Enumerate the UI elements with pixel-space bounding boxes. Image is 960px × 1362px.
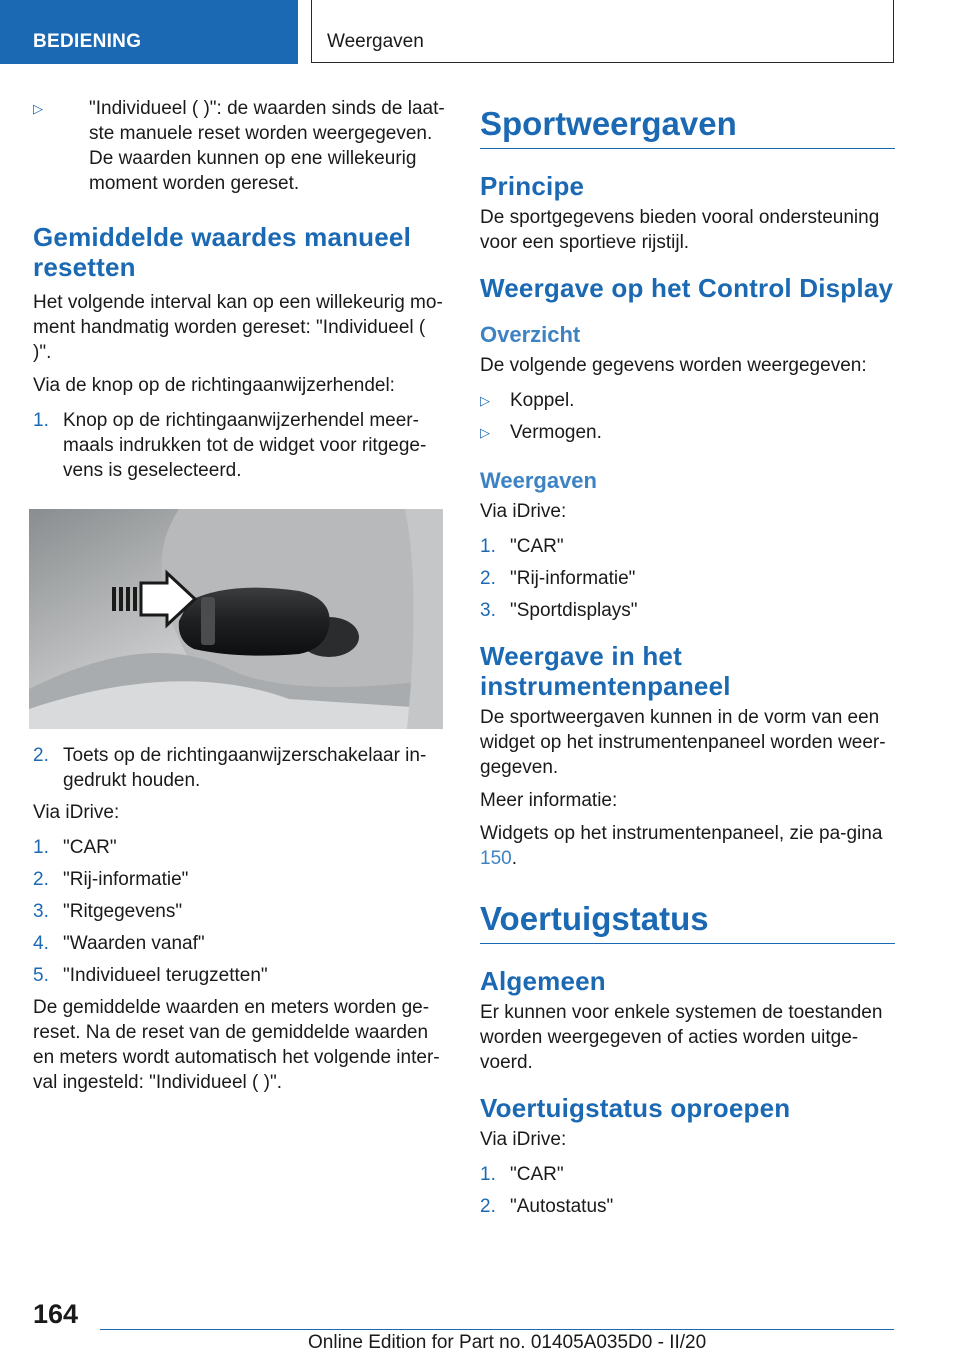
list-item: 2. Toets op de richtingaanwijzerschakelaar in-gedrukt houden. — [33, 745, 427, 791]
list-item: 2. "Autostatus" — [480, 1196, 614, 1217]
footer-edition: Online Edition for Part no. 01405A035D0 - II/20 — [308, 1332, 707, 1353]
list-item: 3. "Ritgegevens" — [33, 901, 183, 922]
section-heading: Weergave op het Control Display — [480, 273, 894, 303]
paragraph: Widgets op het instrumentenpaneel, zie pa-gina 150. — [480, 823, 883, 869]
section-heading: Weergave in het instrumentenpaneel — [480, 641, 731, 701]
paragraph: Via iDrive: — [480, 1129, 567, 1150]
paragraph: De sportgegevens bieden vooral ondersteuning voor een sportieve rijstijl. — [480, 207, 880, 253]
subsection-heading: Overzicht — [480, 322, 581, 347]
right-column — [480, 104, 895, 1226]
list-item: 5. "Individueel terugzetten" — [33, 965, 268, 986]
footer-rule — [100, 1329, 894, 1330]
paragraph: Meer informatie: — [480, 790, 618, 811]
list-item: ▷ "Individueel ( )": de waarden sinds de laat-ste manuele reset worden weergegeven. De waarden kunnen op ene willekeurig moment worden gereset. — [33, 98, 445, 194]
paragraph: Het volgende interval kan op een willekeurig mo-ment handmatig worden gereset: "Individueel ( )". — [33, 292, 443, 363]
page-link[interactable]: 150 — [480, 848, 512, 869]
list-item: 1. Knop op de richtingaanwijzerhendel meer-maals indrukken tot de widget voor ritgege-vens is geselecteerd. — [33, 410, 427, 481]
list-item: 1. "CAR" — [480, 536, 564, 557]
triangle-bullet-icon: ▷ — [480, 393, 490, 408]
paragraph: Via iDrive: — [480, 501, 567, 522]
paragraph: De volgende gegevens worden weergegeven: — [480, 355, 867, 376]
chapter-tab — [311, 0, 894, 63]
triangle-bullet-icon: ▷ — [480, 425, 490, 440]
heading-rule — [480, 148, 895, 149]
paragraph: De sportweergaven kunnen in de vorm van een widget op het instrumentenpaneel worden weer-gegeven. — [480, 707, 886, 778]
triangle-bullet-icon: ▷ — [33, 101, 43, 116]
subsection-heading: Weergaven — [480, 468, 597, 493]
list-item: 2. "Rij-informatie" — [480, 568, 636, 589]
list-item: ▷ Koppel. — [480, 390, 575, 411]
chapter-heading: Sportweergaven — [480, 105, 737, 142]
left-column-lower — [33, 743, 445, 1103]
list-item: 2. "Rij-informatie" — [33, 869, 189, 890]
turn-signal-lever-photo — [29, 509, 443, 729]
list-item: 3. "Sportdisplays" — [480, 600, 638, 621]
list-item: 1. "CAR" — [480, 1164, 564, 1185]
left-column — [33, 96, 445, 490]
paragraph: De gemiddelde waarden en meters worden ge-reset. Na de reset van de gemiddelde waarden en meters wordt automatisch het volgende inter-val ingesteld: "Individueel ( )". — [33, 997, 440, 1093]
section-heading: Algemeen — [480, 966, 606, 996]
section-heading: Voertuigstatus oproepen — [480, 1093, 791, 1123]
chapter-heading: Voertuigstatus — [480, 900, 709, 937]
page-number: 164 — [33, 1299, 79, 1329]
heading-rule — [480, 943, 895, 944]
paragraph: Via de knop op de richtingaanwijzerhendel: — [33, 375, 395, 396]
section-heading: Principe — [480, 171, 585, 201]
list-item: 1. "CAR" — [33, 837, 117, 858]
paragraph: Er kunnen voor enkele systemen de toestanden worden weergegeven of acties worden uitge-voerd. — [480, 1002, 883, 1073]
list-item: ▷ Vermogen. — [480, 422, 602, 443]
section-tab — [0, 0, 298, 64]
section-label: BEDIENING — [33, 31, 142, 52]
list-item: 4. "Waarden vanaf" — [33, 933, 205, 954]
paragraph: Via iDrive: — [33, 802, 120, 823]
chapter-label: Weergaven — [327, 31, 424, 52]
section-heading: Gemiddelde waardes manueel resetten — [33, 222, 412, 282]
